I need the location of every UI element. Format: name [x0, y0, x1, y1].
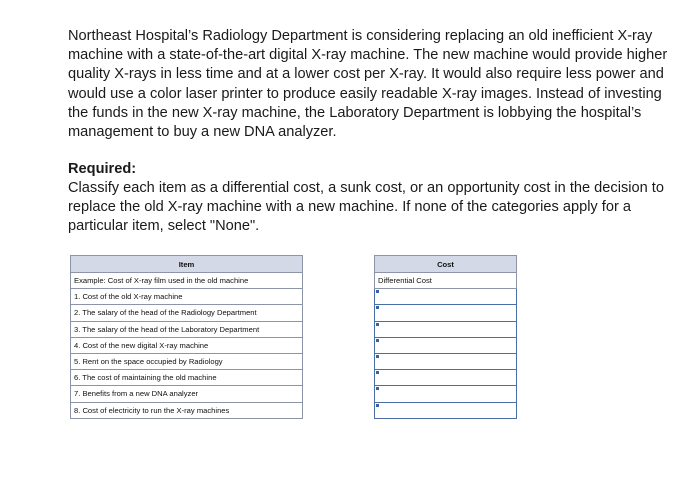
cost-select-3[interactable] — [375, 321, 517, 337]
item-column-header: Item — [71, 256, 303, 273]
problem-statement: Northeast Hospital’s Radiology Department is considering replacing an old inefficient X-ray machine with a state-of-the-art digital X-ray machine. The new machine would provide higher quality X-rays in less time and at a lower cost per X-ray. It would also require less power and would use a color laser printer to produce easily readable X-ray images. Instead of investing the funds in the new X-ray machine, the Laboratory Department is lobbying the hospital’s management to buy a new DNA analyzer. — [68, 28, 668, 141]
table-row — [71, 386, 303, 402]
table-row — [71, 305, 303, 321]
cost-select-8[interactable] — [375, 402, 517, 418]
cost-select-7[interactable] — [375, 386, 517, 402]
dropdown-marker-icon — [376, 371, 379, 374]
cost-select-5[interactable] — [375, 353, 517, 369]
table-row — [375, 402, 517, 418]
dropdown-marker-icon — [376, 323, 379, 326]
item-cell: 1. Cost of the old X-ray machine — [71, 289, 303, 305]
table-row — [71, 402, 303, 418]
table-row — [375, 353, 517, 369]
cost-select-1[interactable] — [375, 289, 517, 305]
cost-column-header: Cost — [375, 256, 517, 273]
table-row — [71, 289, 303, 305]
item-cell: 4. Cost of the new digital X-ray machine — [71, 337, 303, 353]
table-row — [375, 273, 517, 289]
table-row — [71, 337, 303, 353]
cost-select-2[interactable] — [375, 305, 517, 321]
item-cell: 5. Rent on the space occupied by Radiology — [71, 353, 303, 369]
cost-select-4[interactable] — [375, 337, 517, 353]
table-row — [375, 321, 517, 337]
cost-cell-example: Differential Cost — [375, 273, 517, 289]
item-cell: 6. The cost of maintaining the old machine — [71, 370, 303, 386]
table-row — [375, 289, 517, 305]
item-table — [70, 255, 303, 419]
dropdown-marker-icon — [376, 306, 379, 309]
cost-table — [374, 255, 517, 419]
item-cell: 2. The salary of the head of the Radiology Department — [71, 305, 303, 321]
cost-select-6[interactable] — [375, 370, 517, 386]
item-cell: 3. The salary of the head of the Laboratory Department — [71, 321, 303, 337]
item-cell: 8. Cost of electricity to run the X-ray machines — [71, 402, 303, 418]
table-row — [375, 305, 517, 321]
required-instructions: Classify each item as a differential cost, a sunk cost, or an opportunity cost in the decision to replace the old X-ray machine with a new machine. If none of the categories apply for a particular item, select "None". — [68, 180, 664, 235]
required-heading: Required: — [68, 161, 137, 177]
table-row — [375, 386, 517, 402]
item-cell: 7. Benefits from a new DNA analyzer — [71, 386, 303, 402]
dropdown-marker-icon — [376, 355, 379, 358]
dropdown-marker-icon — [376, 339, 379, 342]
table-row — [71, 321, 303, 337]
table-row — [375, 337, 517, 353]
dropdown-marker-icon — [376, 387, 379, 390]
dropdown-marker-icon — [376, 290, 379, 293]
table-row — [375, 370, 517, 386]
dropdown-marker-icon — [376, 404, 379, 407]
table-row — [71, 273, 303, 289]
table-row — [71, 353, 303, 369]
table-row — [71, 370, 303, 386]
item-cell: Example: Cost of X-ray film used in the old machine — [71, 273, 303, 289]
